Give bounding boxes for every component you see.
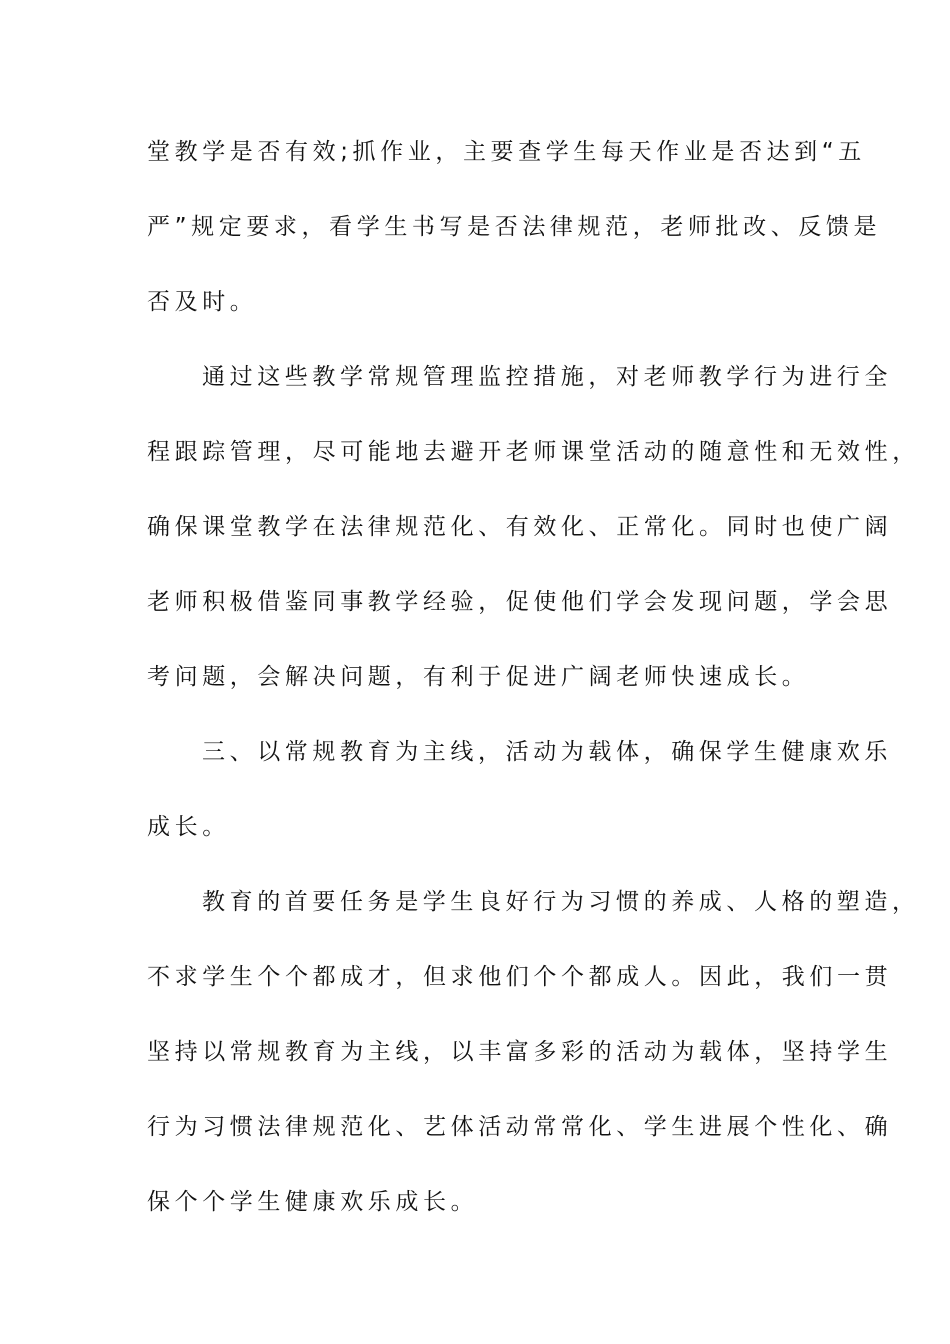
section-heading-continued: 成长。 (147, 814, 230, 840)
text-line: 坚持以常规教育为主线，以丰富多彩的活动为载体，坚持学生 (147, 1039, 893, 1065)
text-line: 教育的首要任务是学生良好行为习惯的养成、人格的塑造， (202, 889, 920, 915)
text-line: 确保课堂教学在法律规范化、有效化、正常化。同时也使广阔 (147, 514, 893, 540)
text-line: 通过这些教学常规管理监控措施，对老师教学行为进行全 (202, 364, 892, 390)
text-line: 否及时。 (147, 289, 258, 315)
text-line: 保个个学生健康欢乐成长。 (147, 1189, 479, 1215)
text-line: 程跟踪管理，尽可能地去避开老师课堂活动的随意性和无效性， (147, 439, 920, 465)
text-line: 行为习惯法律规范化、艺体活动常常化、学生进展个性化、确 (147, 1114, 893, 1140)
text-line: 严”规定要求，看学生书写是否法律规范，老师批改、反馈是 (147, 214, 882, 240)
body-text (147, 128, 920, 1253)
section-heading: 三、以常规教育为主线，活动为载体，确保学生健康欢乐 (202, 739, 892, 765)
text-line: 老师积极借鉴同事教学经验，促使他们学会发现问题，学会思 (147, 589, 893, 615)
text-line: 堂教学是否有效;抓作业，主要查学生每天作业是否达到“五 (147, 139, 866, 165)
text-line: 考问题，会解决问题，有利于促进广阔老师快速成长。 (147, 664, 810, 690)
text-line: 不求学生个个都成才，但求他们个个都成人。因此，我们一贯 (147, 964, 893, 990)
